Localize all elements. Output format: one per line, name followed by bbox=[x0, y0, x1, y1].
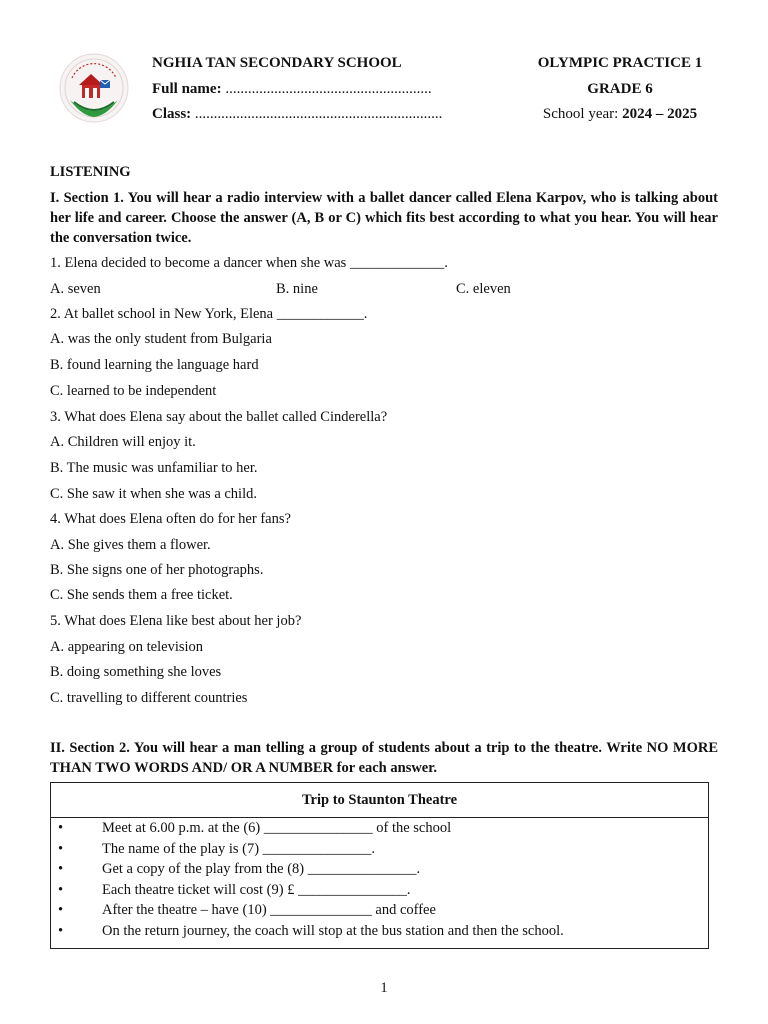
list-item bbox=[51, 923, 708, 944]
question-4: 4. What does Elena often do for her fans? bbox=[50, 511, 291, 527]
school-year bbox=[516, 106, 724, 123]
q4-option-b: B. She signs one of her photographs. bbox=[50, 562, 264, 578]
item-text: Meet at 6.00 p.m. at the (6) _______________ of the school bbox=[102, 820, 452, 836]
question-5: 5. What does Elena like best about her job? bbox=[50, 613, 302, 629]
item-text: The name of the play is (7) _______________. bbox=[102, 840, 376, 857]
class-dots: .................................................................. bbox=[194, 106, 443, 122]
section2-instruction: II. Section 2. You will hear a man telling a group of students about a trip to the theatre. Write NO MORE THAN TWO WORDS AND/ OR A NUMBER for each answer. bbox=[50, 740, 718, 776]
bullet-icon: • bbox=[58, 902, 64, 919]
school-name: NGHIA TAN SECONDARY SCHOOL bbox=[152, 55, 402, 71]
list-item bbox=[51, 861, 708, 882]
q4-option-a: A. She gives them a flower. bbox=[50, 537, 211, 553]
full-name-line bbox=[152, 81, 432, 98]
practice-title: OLYMPIC PRACTICE 1 bbox=[537, 55, 703, 71]
item-text: Get a copy of the play from the (8) _______________. bbox=[102, 861, 421, 878]
trip-table bbox=[50, 782, 709, 949]
question-2: 2. At ballet school in New York, Elena ____________. bbox=[50, 306, 368, 322]
item-text: Each theatre ticket will cost (9) £ _______________. bbox=[102, 881, 411, 898]
q3-option-c: C. She saw it when she was a child. bbox=[50, 486, 257, 502]
bullet-icon: • bbox=[58, 820, 64, 836]
grade-label: GRADE 6 bbox=[587, 81, 653, 97]
q4-option-c: C. She sends them a free ticket. bbox=[50, 587, 233, 603]
trip-table-items bbox=[51, 818, 709, 949]
full-name-label: Full name: bbox=[152, 81, 222, 97]
item-text: After the theatre – have (10) ______________ and coffee bbox=[102, 902, 436, 919]
school-logo bbox=[56, 50, 132, 130]
page-number: 1 bbox=[380, 980, 388, 996]
q3-option-b: B. The music was unfamiliar to her. bbox=[50, 460, 258, 476]
bullet-icon: • bbox=[58, 922, 64, 939]
full-name-dots: ....................................................... bbox=[225, 81, 432, 97]
q2-option-a: A. was the only student from Bulgaria bbox=[50, 331, 272, 347]
list-item bbox=[51, 820, 708, 841]
class-line bbox=[152, 106, 442, 123]
listening-heading: LISTENING bbox=[50, 164, 131, 180]
trip-table-title: Trip to Staunton Theatre bbox=[51, 783, 709, 818]
bullet-icon: • bbox=[58, 861, 64, 878]
list-item bbox=[51, 902, 708, 923]
list-item bbox=[51, 882, 708, 903]
class-label: Class: bbox=[152, 106, 192, 122]
q2-option-b: B. found learning the language hard bbox=[50, 357, 259, 373]
school-year-label: School year: bbox=[542, 106, 623, 122]
school-year-value: 2024 – 2025 bbox=[622, 106, 698, 122]
bullet-icon: • bbox=[58, 840, 64, 857]
q5-option-b: B. doing something she loves bbox=[50, 664, 222, 680]
q1-option-b: B. nine bbox=[276, 281, 318, 297]
q2-option-c: C. learned to be independent bbox=[50, 383, 217, 399]
q3-option-a: A. Children will enjoy it. bbox=[50, 434, 196, 450]
q1-option-a: A. seven bbox=[50, 281, 101, 297]
section1-instruction: I. Section 1. You will hear a radio interview with a ballet dancer called Elena Karpov, who is talking about her life and career. Choose the answer (A, B or C) which fits best according to what you hear. You will hear the conversation twice. bbox=[50, 190, 718, 246]
bullet-icon: • bbox=[58, 881, 64, 898]
q5-option-c: C. travelling to different countries bbox=[50, 690, 248, 706]
question-3: 3. What does Elena say about the ballet called Cinderella? bbox=[50, 409, 388, 425]
q5-option-a: A. appearing on television bbox=[50, 639, 204, 655]
question-1: 1. Elena decided to become a dancer when she was _____________. bbox=[50, 255, 448, 271]
list-item bbox=[51, 841, 708, 862]
item-text: On the return journey, the coach will stop at the bus station and then the school. bbox=[102, 922, 564, 939]
q1-option-c: C. eleven bbox=[456, 281, 511, 297]
